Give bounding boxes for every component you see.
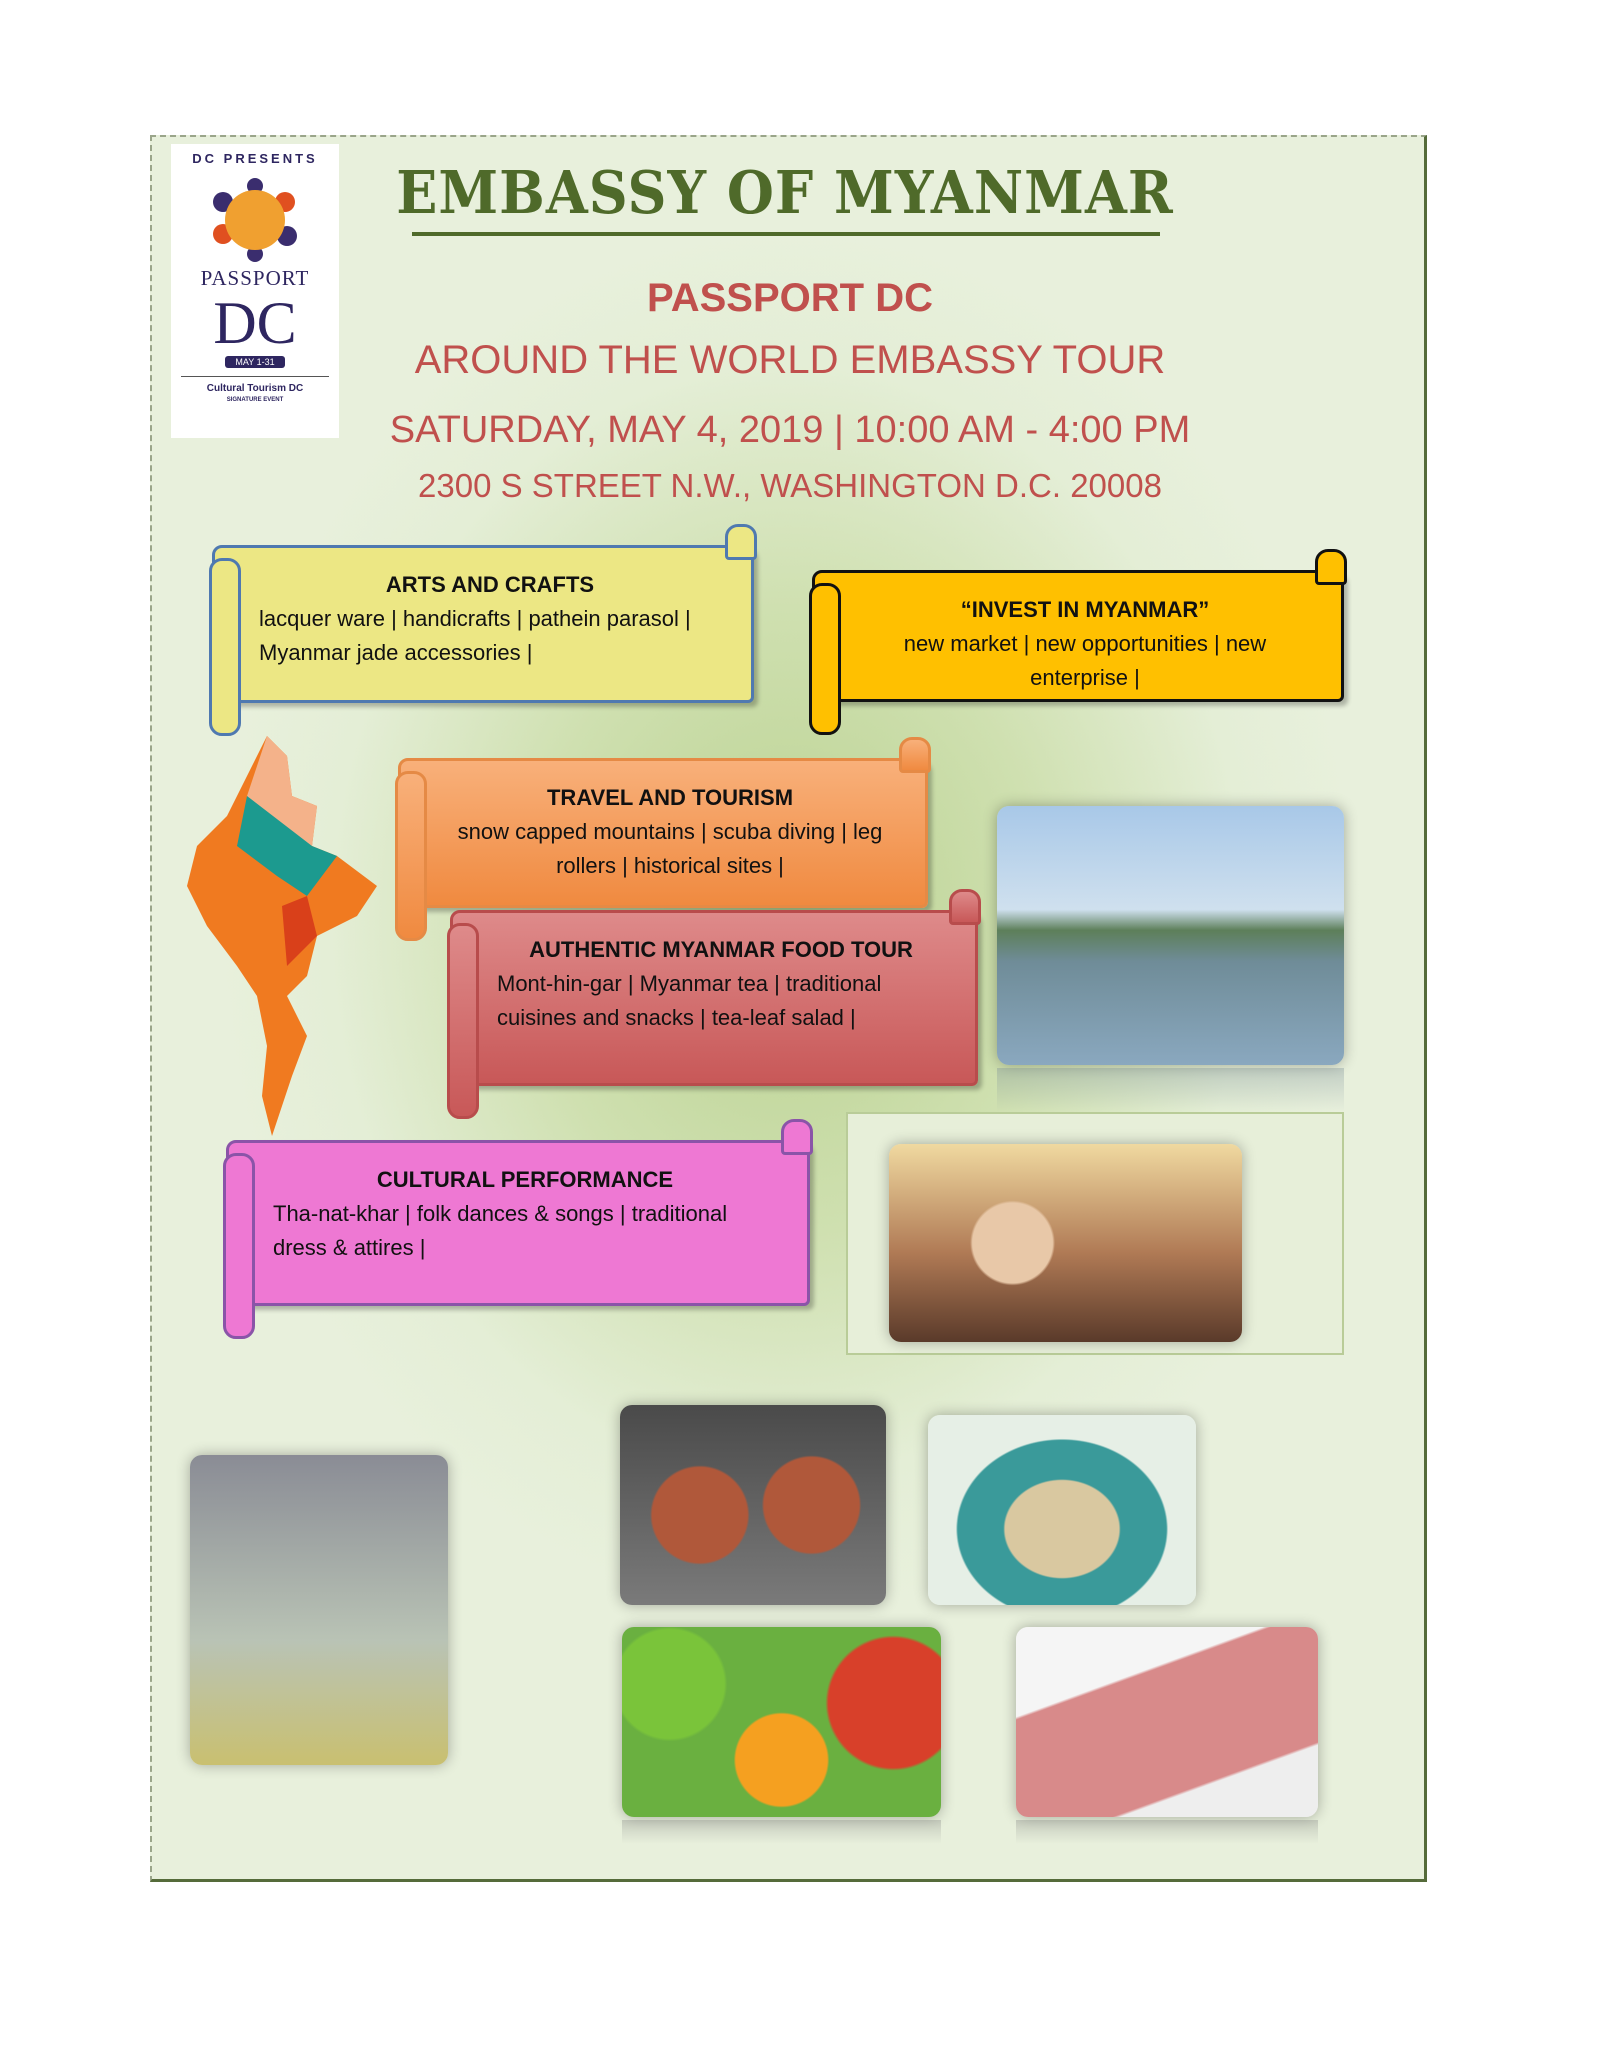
- logo-presents: DC PRESENTS: [192, 151, 318, 166]
- page-title: EMBASSY OF MYANMAR: [396, 156, 1174, 228]
- logo-org: Cultural Tourism DC: [181, 376, 329, 395]
- scroll-text: lacquer ware | handicrafts | pathein parasol | Myanmar jade accessories |: [259, 606, 691, 665]
- scroll-travel-and-tourism: [398, 758, 928, 908]
- scroll-title: TRAVEL AND TOURISM: [546, 785, 794, 810]
- logo-dates: MAY 1-31: [225, 356, 285, 368]
- myanmar-map-image: [187, 736, 377, 1136]
- inle-lake-fisherman-photo: [997, 806, 1344, 1065]
- scroll-text: snow capped mountains | scuba diving | leg rollers | historical sites |: [457, 819, 883, 878]
- dancers-painting: [190, 1455, 448, 1765]
- logo-dc: DC: [213, 290, 297, 356]
- event-subtitle: AROUND THE WORLD EMBASSY TOUR: [414, 338, 1166, 382]
- myanmar-snack-photo: [1016, 1627, 1318, 1817]
- thanaka-girl-photo: [889, 1144, 1242, 1342]
- event-datetime: SATURDAY, MAY 4, 2019 | 10:00 AM - 4:00 PM: [389, 409, 1191, 451]
- event-address: 2300 S STREET N.W., WASHINGTON D.C. 20008: [418, 467, 1162, 504]
- sun-icon: [225, 190, 285, 250]
- title-underline: [412, 232, 1160, 236]
- scroll-food-tour: [450, 910, 978, 1086]
- scroll-title: CULTURAL PERFORMANCE: [376, 1167, 674, 1192]
- scroll-text: Mont-hin-gar | Myanmar tea | traditional cuisines and snacks | tea-leaf salad |: [497, 971, 882, 1030]
- thanaka-stone-photo: [928, 1415, 1196, 1605]
- photo-reflection: [622, 1820, 941, 1844]
- lacquerware-cups-photo: [620, 1405, 886, 1605]
- logo-passport: PASSPORT: [200, 266, 310, 290]
- scroll-title: AUTHENTIC MYANMAR FOOD TOUR: [529, 937, 913, 962]
- photo-reflection: [1016, 1820, 1318, 1844]
- scroll-text: Tha-nat-khar | folk dances & songs | traditional dress & attires |: [273, 1201, 728, 1260]
- scroll-title: ARTS AND CRAFTS: [385, 572, 595, 597]
- scroll-cultural-performance: [226, 1140, 810, 1306]
- scroll-text: new market | new opportunities | new enterprise |: [903, 631, 1267, 690]
- photo-reflection: [997, 1068, 1344, 1112]
- event-name: PASSPORT DC: [647, 276, 933, 320]
- scroll-title: “INVEST IN MYANMAR”: [960, 597, 1210, 622]
- scroll-invest-in-myanmar: [812, 570, 1344, 702]
- scroll-arts-and-crafts: [212, 545, 754, 703]
- pathein-parasols-photo: [622, 1627, 941, 1817]
- logo-sub: SIGNATURE EVENT: [226, 396, 284, 403]
